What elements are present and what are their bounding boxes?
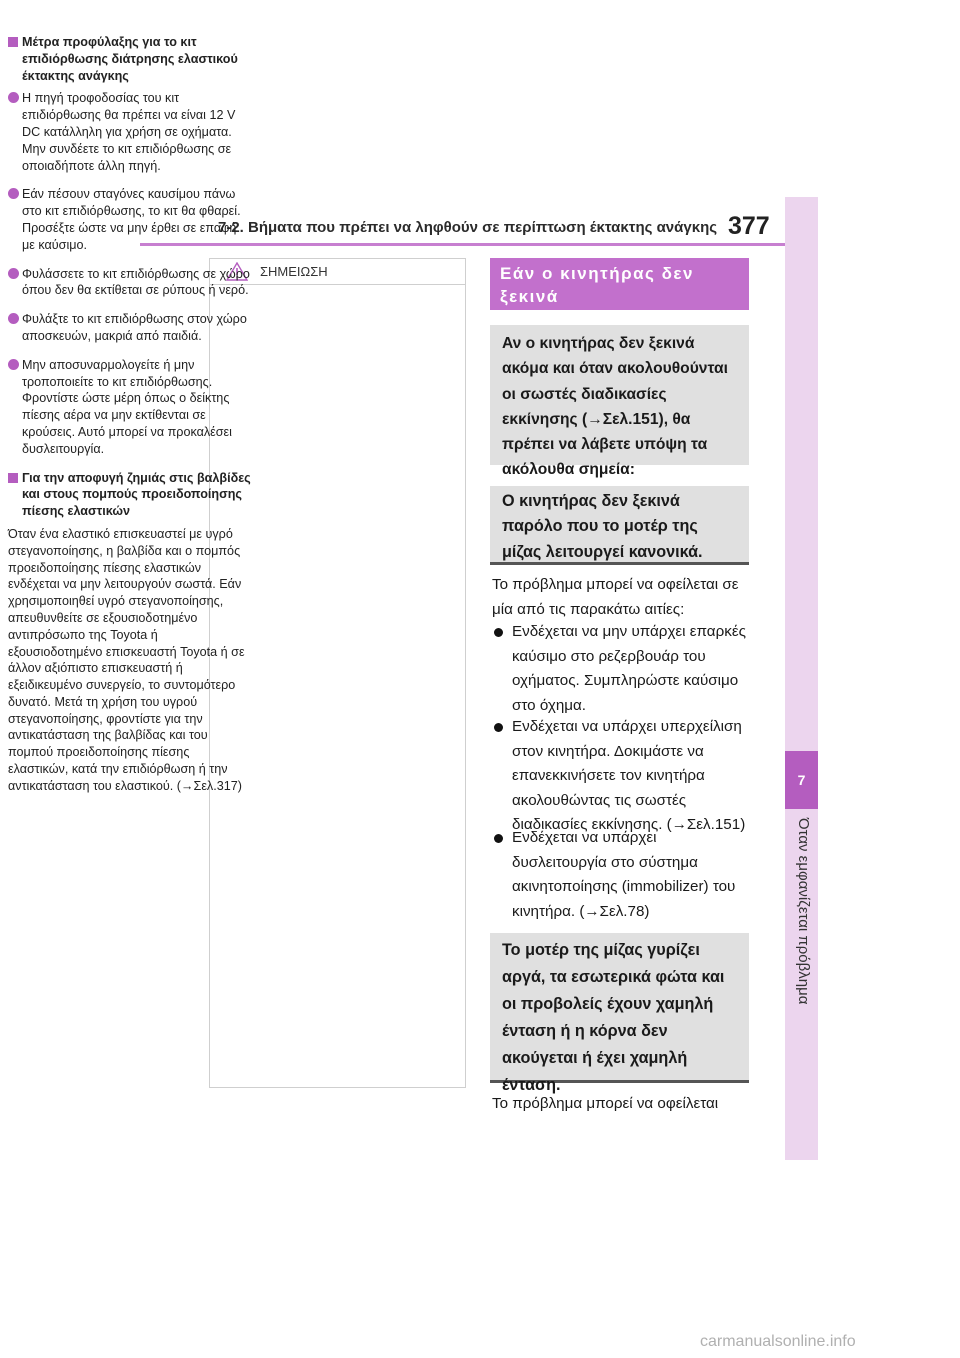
- caution-bullet: Εάν πέσουν σταγόνες καυσίμου πάνω στο κιτ επιδιόρθωσης, το κιτ θα φθαρεί. Προσέξτε ώστε να μην έρθει σε επαφή με καύσιμο.: [8, 186, 252, 253]
- caution-paragraph: Όταν ένα ελαστικό επισκευαστεί με υγρό στεγανοποίησης, η βαλβίδα και ο πομπός προειδοποίησης πίεσης ελαστικών ενδέχεται να μην λειτουργούν σωστά. Εάν χρησιμοποιηθεί υγρό στεγανοποίησης, απευθυνθείτε σε εξουσιοδοτημένο αντιπρόσωπο της Toyota ή εξουσιοδοτημένο επισκευαστή Toyota ή σε άλλον αξιόπιστο επισκευαστή ή εξειδικευμένο συνεργείο, το συντομότερο δυνατό. Μετά τη χρήση του υγρού στεγανοποίησης, φροντίστε για την αντικατάσταση της βαλβίδας και του πομπού προειδοποίησης πίεσης ελαστικών, κατά την επιδιόρθωση ή την αντικατάσταση του ελαστικού. (→Σελ.317): [8, 526, 245, 793]
- list-item: Ενδέχεται να υπάρχει υπερχείλιση στον κινητήρα. Δοκιμάστε να επανεκκινήσετε τον κινητήρα ακολουθώντας τις σωστές διαδικασίες εκκίνησης. (→Σελ.151): [492, 715, 754, 838]
- list-item: Ενδέχεται να μην υπάρχει επαρκές καύσιμο στο ρεζερβουάρ του οχήματος. Συμπληρώστε καύσιμο στο όχημα.: [492, 620, 754, 718]
- page-number: 377: [728, 212, 770, 240]
- chapter-number: 7: [785, 751, 818, 809]
- list-item: Ενδέχεται να υπάρχει δυσλειτουργία στο σύστημα ακινητοποίησης (immobilizer) του κινητήρα. (→Σελ.78): [492, 826, 754, 924]
- intro-box: Αν ο κινητήρας δεν ξεκινά ακόμα και όταν ακολουθούνται οι σωστές διαδικασίες εκκίνησης (→Σελ.151), θα πρέπει να λάβετε υπόψη τα ακόλουθα σημεία:: [490, 325, 749, 465]
- caution-title: ΣΗΜΕΙΩΣΗ: [260, 264, 328, 279]
- chapter-title: Όταν εμφανίζεται πρόβλημα: [795, 818, 812, 1005]
- caution-bullet: Μην αποσυναρμολογείτε ή μην τροποποιείτε το κιτ επιδιόρθωσης. Φροντίστε ώστε μέρη όπως ο δείκτης πίεσης αέρα να μην εκτίθενται σε κρούσεις. Αυτό μπορεί να προκαλέσει δυσλειτουργία.: [8, 357, 252, 458]
- section-title: 7-2. Βήματα που πρέπει να ληφθούν σε περίπτωση έκτακτης ανάγκης: [218, 219, 718, 236]
- paragraph: Το πρόβλημα μπορεί να οφείλεται: [492, 1095, 719, 1112]
- paragraph: Το πρόβλημα μπορεί να οφείλεται σε μία από τις παρακάτω αιτίες:: [492, 576, 739, 618]
- caution-body: [8, 34, 252, 795]
- caution-bullet: Φυλάξτε το κιτ επιδιόρθωσης στον χώρο αποσκευών, μακριά από παιδιά.: [8, 311, 252, 345]
- subsection-heading-1: Ο κινητήρας δεν ξεκινά παρόλο που το μοτέρ της μίζας λειτουργεί κανονικά.: [490, 486, 749, 565]
- caution-heading-2: Για την αποφυγή ζημιάς στις βαλβίδες και στους πομπούς προειδοποίησης πίεσης ελαστικών: [8, 470, 252, 520]
- caution-bullet: Η πηγή τροφοδοσίας του κιτ επιδιόρθωσης θα πρέπει να είναι 12 V DC κατάλληλη για χρήση σε οχήματα. Μην συνδέετε το κιτ επιδιόρθωσης σε οποιαδήποτε άλλη πηγή.: [8, 90, 252, 174]
- section-heading: Εάν ο κινητήρας δεν ξεκινά: [490, 258, 749, 310]
- caution-bullet: Φυλάσσετε το κιτ επιδιόρθωσης σε χώρο όπου δεν θα εκτίθεται σε ρύπους ή νερό.: [8, 266, 252, 300]
- subsection-heading-2: Το μοτέρ της μίζας γυρίζει αργά, τα εσωτερικά φώτα και οι προβολείς έχουν χαμηλή ένταση ή η κόρνα δεν ακούγεται ή έχει χαμηλή ένταση.: [490, 933, 749, 1083]
- caution-heading-1: Μέτρα προφύλαξης για το κιτ επιδιόρθωσης διάτρησης ελαστικού έκτακτης ανάγκης: [8, 34, 252, 84]
- watermark: carmanualsonline.info: [700, 1333, 856, 1350]
